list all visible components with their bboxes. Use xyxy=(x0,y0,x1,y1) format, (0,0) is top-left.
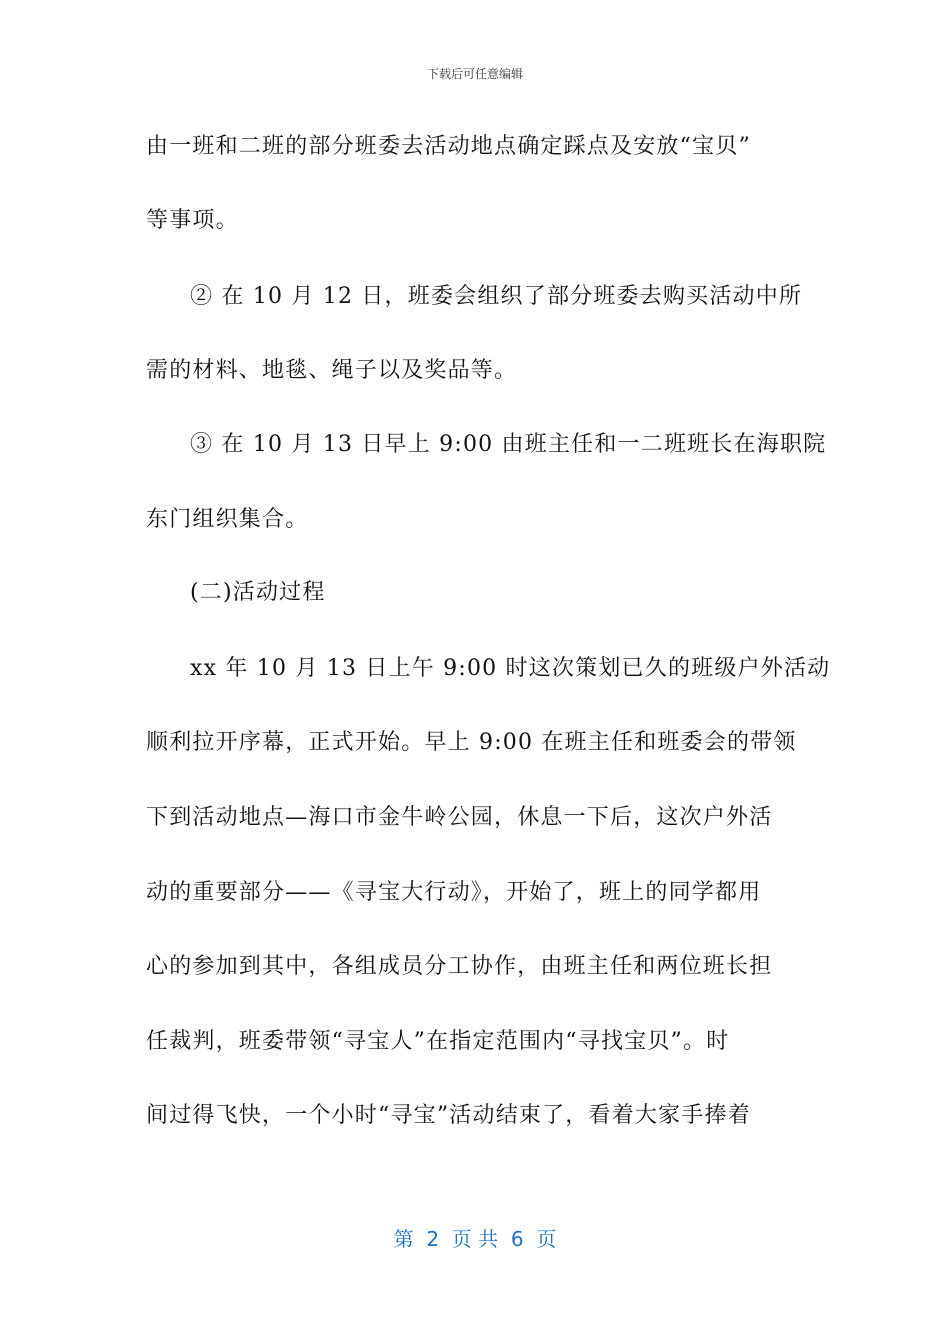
text-line: 由一班和二班的部分班委去活动地点确定踩点及安放“宝贝” xyxy=(146,134,751,159)
text-line: 间过得飞快，一个小时“寻宝”活动结束了，看着大家手捧着 xyxy=(146,1103,751,1128)
page-number-footer: 第 2 页 共 6 页 xyxy=(393,1227,557,1251)
text-line: 心的参加到其中，各组成员分工协作，由班主任和两位班长担 xyxy=(146,954,773,979)
text-line: 动的重要部分——《寻宝大行动》，开始了，班上的同学都用 xyxy=(146,880,762,905)
text-line: 东门组织集合。 xyxy=(146,507,309,532)
text-line: ② 在 10 月 12 日，班委会组织了部分班委去购买活动中所 xyxy=(190,284,803,309)
text-line: 等事项。 xyxy=(146,208,239,233)
text-line: xx 年 10 月 13 日上午 9:00 时这次策划已久的班级户外活动 xyxy=(190,656,831,681)
text-line: ③ 在 10 月 13 日早上 9:00 由班主任和一二班班长在海职院 xyxy=(190,432,827,457)
text-line: 任裁判，班委带领“寻宝人”在指定范围内“寻找宝贝”。时 xyxy=(146,1029,730,1054)
text-line: 下到活动地点—海口市金牛岭公园，休息一下后，这次户外活 xyxy=(146,805,773,830)
text-line: 需的材料、地毯、绳子以及奖品等。 xyxy=(146,358,518,383)
section-heading: (二)活动过程 xyxy=(190,580,326,605)
page-header: 下载后可任意编辑 xyxy=(426,67,523,81)
text-line: 顺利拉开序幕，正式开始。早上 9:00 在班主任和班委会的带领 xyxy=(146,730,797,755)
